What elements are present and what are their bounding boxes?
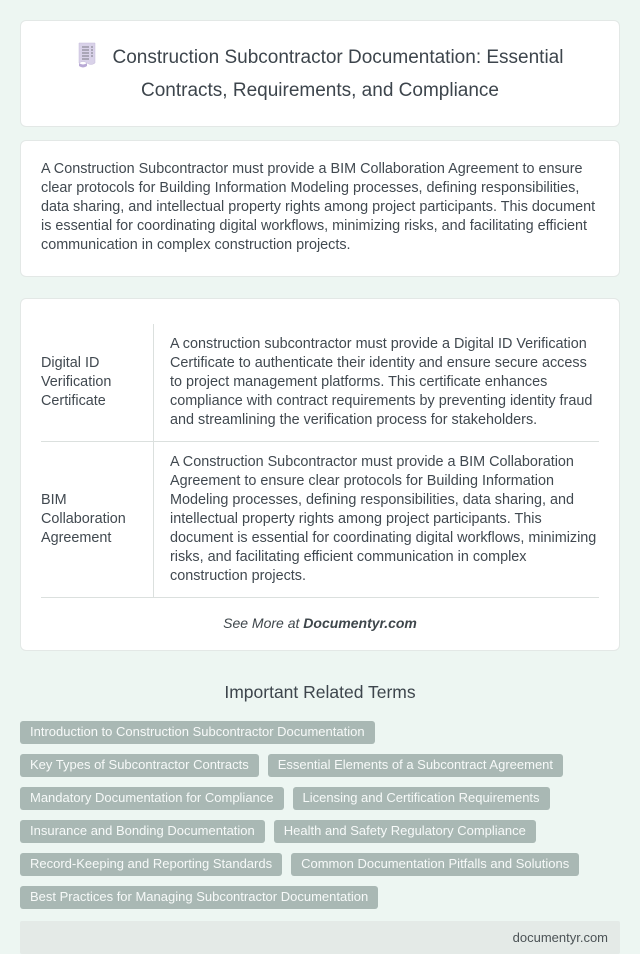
related-term-tag[interactable]: Introduction to Construction Subcontractor Documentation <box>20 721 375 744</box>
related-term-tag[interactable]: Record-Keeping and Reporting Standards <box>20 853 282 876</box>
term-cell: Digital ID Verification Certificate <box>41 324 154 442</box>
related-term-tag[interactable]: Best Practices for Managing Subcontractor Documentation <box>20 886 378 909</box>
related-terms-tags <box>20 721 620 909</box>
description-cell: A Construction Subcontractor must provide a BIM Collaboration Agreement to ensure clear protocols for Building Information Modeling processes, defining responsibilities, data sharing, and intellectual property rights among project participants. This document is essential for coordinating digital workflows, minimizing risks, and facilitating efficient communication in complex construction projects. <box>154 442 600 598</box>
related-terms-heading: Important Related Terms <box>224 682 416 702</box>
receipt-icon <box>77 42 97 76</box>
related-term-tag[interactable]: Key Types of Subcontractor Contracts <box>20 754 259 777</box>
related-term-tag[interactable]: Licensing and Certification Requirements <box>293 787 550 810</box>
table-row <box>41 442 599 598</box>
see-more-note <box>41 615 599 631</box>
related-term-tag[interactable]: Essential Elements of a Subcontract Agreement <box>268 754 563 777</box>
title-card <box>20 20 620 127</box>
related-term-tag[interactable]: Mandatory Documentation for Compliance <box>20 787 284 810</box>
page-title-text: Construction Subcontractor Documentation: Essential Contracts, Requirements, and Compliance <box>112 47 564 101</box>
documents-card <box>20 298 620 651</box>
documents-table <box>41 324 599 598</box>
summary-card <box>20 140 620 277</box>
page-title <box>37 42 603 105</box>
see-more-brand: Documentyr.com <box>303 615 417 631</box>
related-term-tag[interactable]: Insurance and Bonding Documentation <box>20 820 265 843</box>
table-row <box>41 324 599 442</box>
footer-bar <box>20 921 620 954</box>
related-term-tag[interactable]: Health and Safety Regulatory Compliance <box>274 820 536 843</box>
description-cell: A construction subcontractor must provide a Digital ID Verification Certificate to authenticate their identity and ensure secure access to project management platforms. This certificate enhances compliance with contract requirements by preventing identity fraud and streamlining the verification process for stakeholders. <box>154 324 600 442</box>
summary-text: A Construction Subcontractor must provide a BIM Collaboration Agreement to ensure clear protocols for Building Information Modeling processes, defining responsibilities, data sharing, and intellectual property rights among project participants. This document is essential for coordinating digital workflows, minimizing risks, and facilitating efficient communication in complex construction projects. <box>41 161 596 253</box>
term-cell: BIM Collaboration Agreement <box>41 442 154 598</box>
related-term-tag[interactable]: Common Documentation Pitfalls and Solutions <box>291 853 579 876</box>
footer-site-link[interactable]: documentyr.com <box>512 930 608 945</box>
see-more-prefix: See More at <box>223 615 304 631</box>
